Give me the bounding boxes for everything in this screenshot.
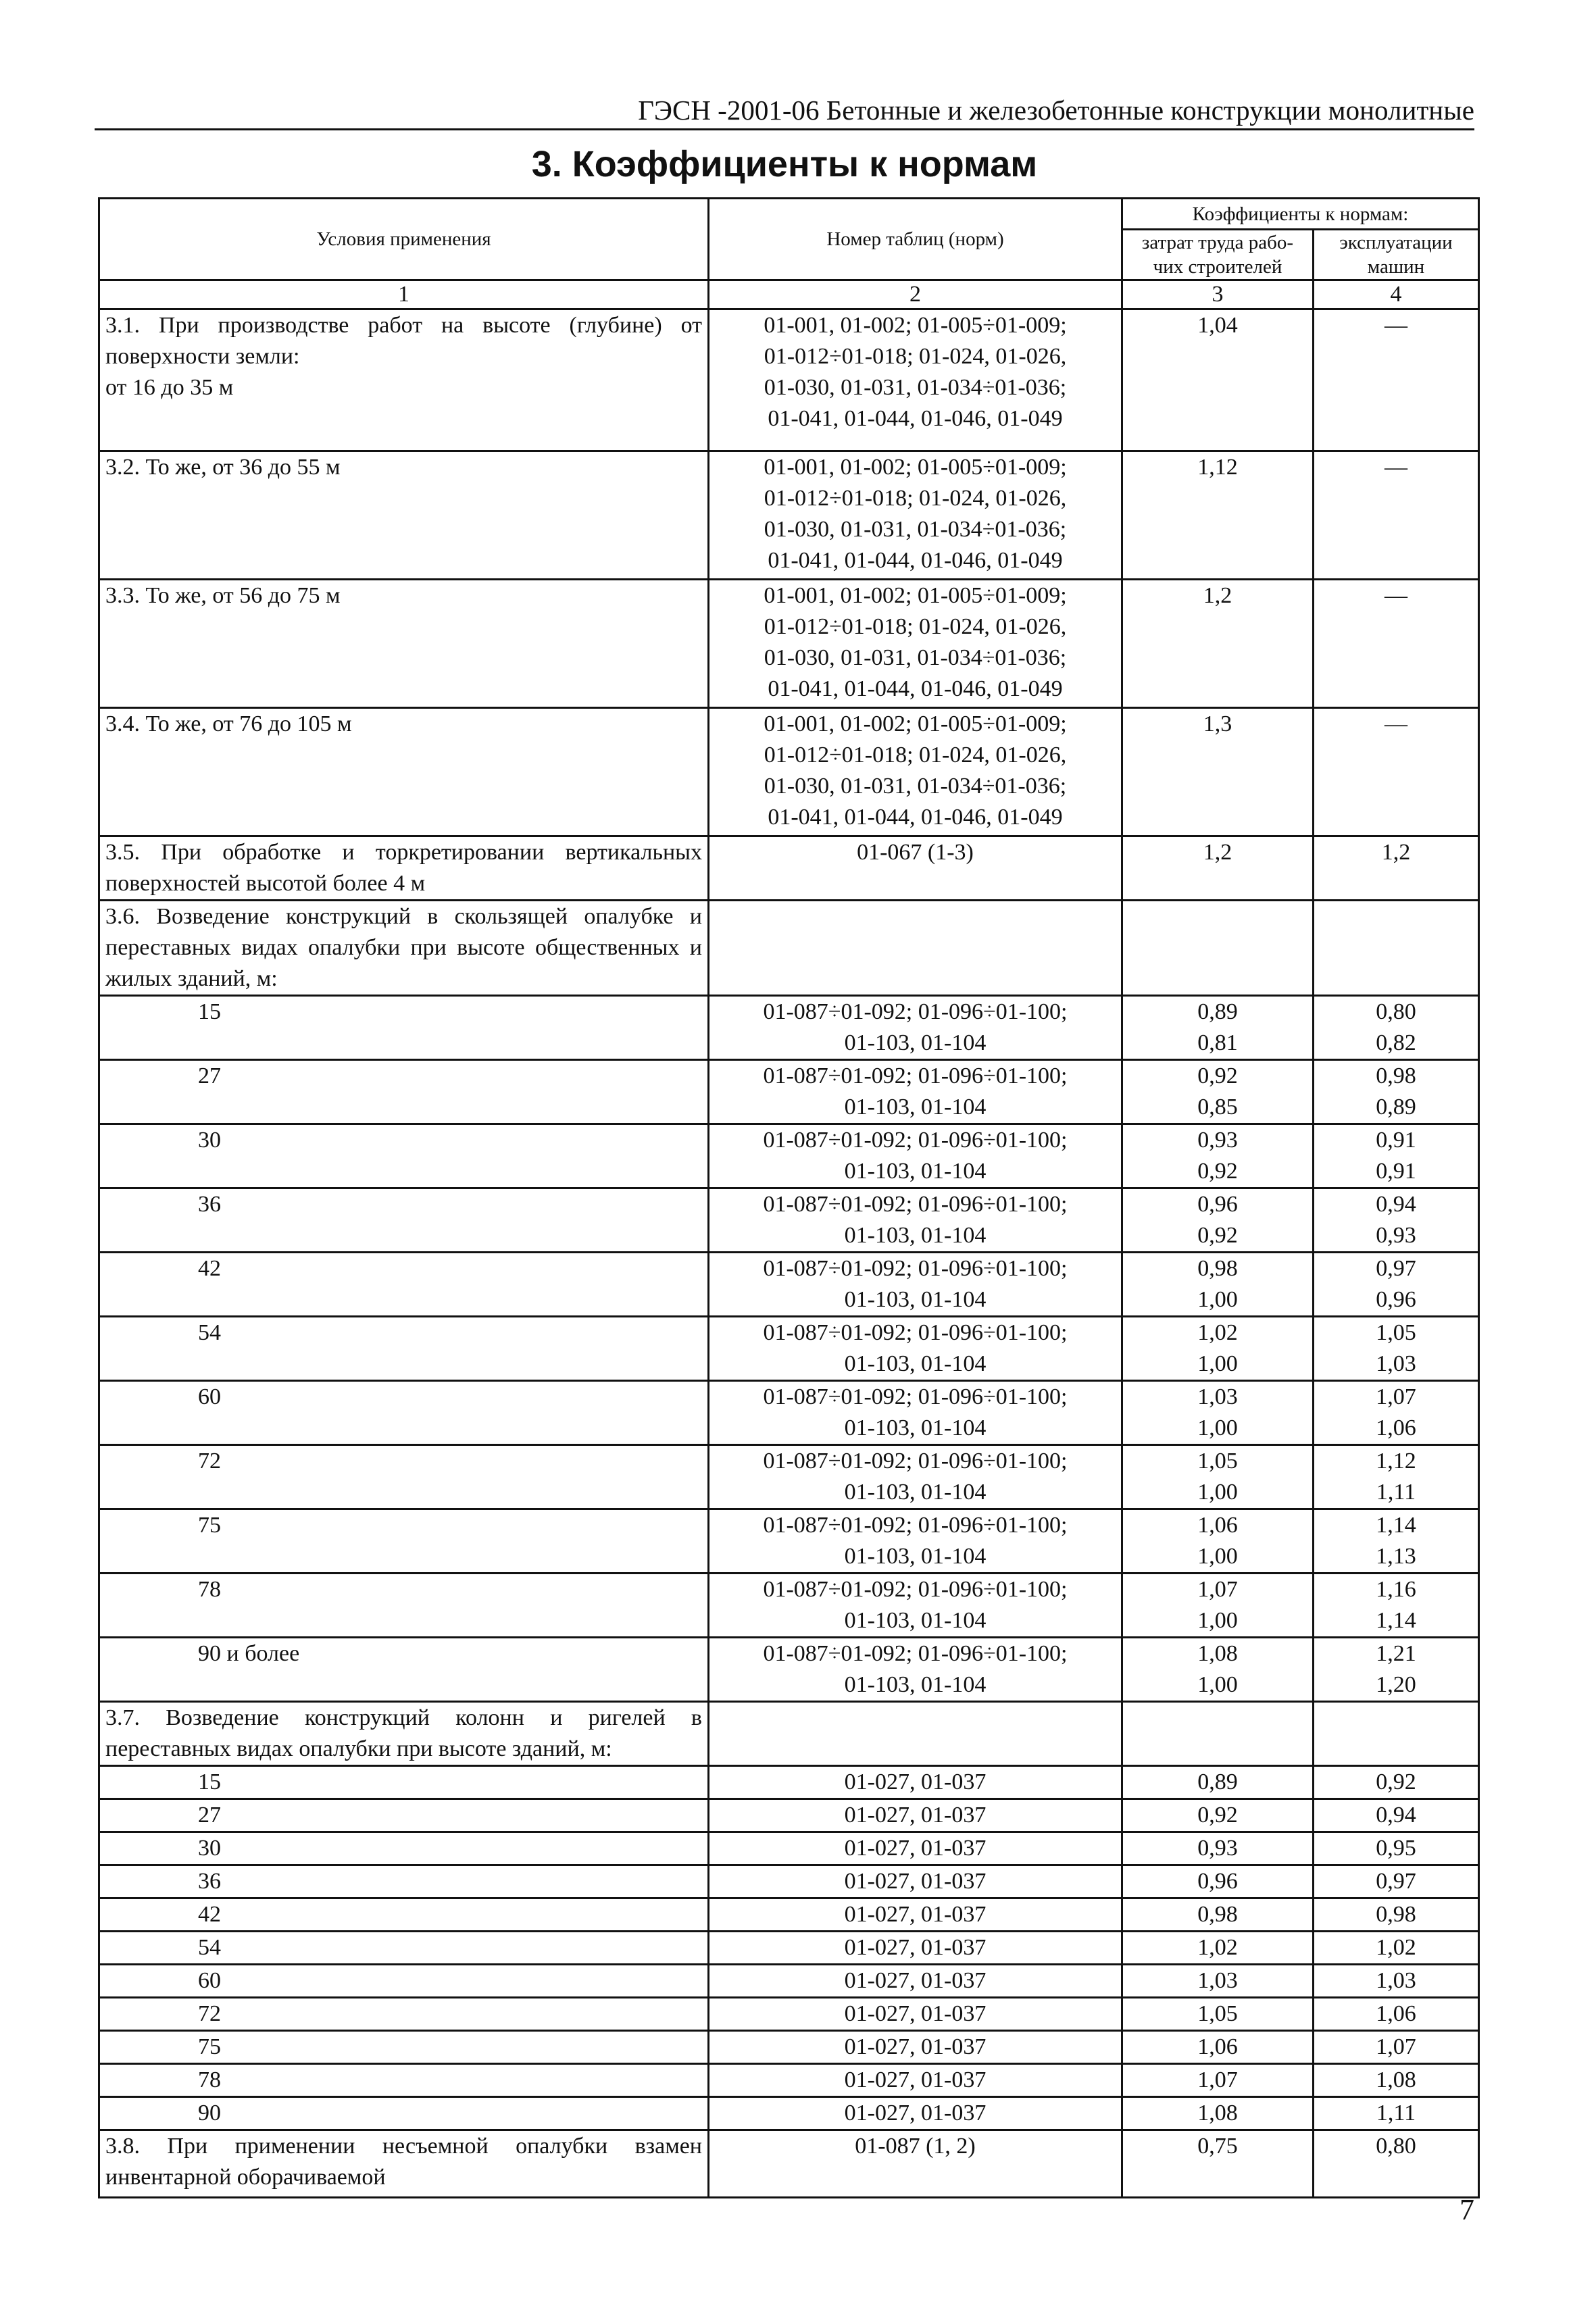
table-row: [99, 1060, 1479, 1124]
cell-c3: 1,3: [1122, 708, 1314, 836]
running-header: ГЭСН -2001-06 Бетонные и железобетонные конструкции монолитные: [638, 95, 1474, 126]
cell-c3: 0,89 0,81: [1122, 996, 1314, 1060]
column-number: 3: [1122, 280, 1314, 309]
cell-c1: 90 и более: [99, 1638, 709, 1702]
cell-c4: 1,16 1,14: [1314, 1574, 1479, 1638]
cell-c2: 01-087÷01-092; 01-096÷01-100; 01-103, 01-104: [709, 1509, 1122, 1574]
cell-c2: 01-027, 01-037: [709, 1766, 1122, 1799]
cell-c3: 1,07 1,00: [1122, 1574, 1314, 1638]
cell-c1: 90: [99, 2097, 709, 2130]
cell-c2: 01-027, 01-037: [709, 1898, 1122, 1932]
cell-c2: 01-027, 01-037: [709, 2031, 1122, 2064]
cell-c1: 36: [99, 1188, 709, 1253]
cell-c2: 01-087÷01-092; 01-096÷01-100; 01-103, 01-104: [709, 1317, 1122, 1381]
cell-c4: —: [1314, 708, 1479, 836]
cell-c1: 78: [99, 2064, 709, 2097]
cell-c4: 1,12 1,11: [1314, 1445, 1479, 1509]
cell-c4: 0,80: [1314, 2130, 1479, 2198]
cell-c1: 3.7. Возведение конструкций колонн и ригелей в переставных видах опалубки при высоте зданий, м:: [99, 1702, 709, 1766]
cell-c3: [1122, 901, 1314, 996]
cell-c1: 54: [99, 1932, 709, 1965]
cell-c3: 1,08: [1122, 2097, 1314, 2130]
table-row: [99, 1188, 1479, 1253]
cell-c1: 3.8. При применении несъемной опалубки взамен инвентарной оборачиваемой: [99, 2130, 709, 2198]
table-row: [99, 1898, 1479, 1932]
cell-c2: 01-001, 01-002; 01-005÷01-009; 01-012÷01-018; 01-024, 01-026, 01-030, 01-031, 01-034÷01-036; 01-041, 01-044, 01-046, 01-049: [709, 708, 1122, 836]
cell-c2: 01-087÷01-092; 01-096÷01-100; 01-103, 01-104: [709, 1445, 1122, 1509]
cell-c2: 01-027, 01-037: [709, 1965, 1122, 1998]
cell-c4: 1,2: [1314, 836, 1479, 901]
cell-c4: 0,94 0,93: [1314, 1188, 1479, 1253]
cell-c4: 1,03: [1314, 1965, 1479, 1998]
cell-c1: 60: [99, 1965, 709, 1998]
cell-c1: 30: [99, 1832, 709, 1865]
cell-c2: 01-087÷01-092; 01-096÷01-100; 01-103, 01-104: [709, 996, 1122, 1060]
cell-c1: 27: [99, 1799, 709, 1832]
cell-c4: 0,94: [1314, 1799, 1479, 1832]
cell-c1: 3.6. Возведение конструкций в скользящей опалубке и переставных видах опалубки при высоте общественных и жилых зданий, м:: [99, 901, 709, 996]
table-row: [99, 996, 1479, 1060]
cell-c2: 01-067 (1-3): [709, 836, 1122, 901]
cell-c3: 1,03: [1122, 1965, 1314, 1998]
table-row: [99, 1766, 1479, 1799]
cell-c2: 01-027, 01-037: [709, 2064, 1122, 2097]
cell-c2: [709, 1702, 1122, 1766]
table-row: [99, 309, 1479, 451]
cell-c3: 0,92 0,85: [1122, 1060, 1314, 1124]
cell-c4: [1314, 1702, 1479, 1766]
table-row: [99, 2097, 1479, 2130]
table-row: [99, 901, 1479, 996]
column-number: 4: [1314, 280, 1479, 309]
table-row: [99, 1932, 1479, 1965]
cell-c1: 42: [99, 1253, 709, 1317]
cell-c3: 0,98 1,00: [1122, 1253, 1314, 1317]
cell-c1: 3.5. При обработке и торкретировании вертикальных поверхностей высотой более 4 м: [99, 836, 709, 901]
cell-c4: 0,98 0,89: [1314, 1060, 1479, 1124]
cell-c4: —: [1314, 580, 1479, 708]
cell-c2: 01-001, 01-002; 01-005÷01-009; 01-012÷01-018; 01-024, 01-026, 01-030, 01-031, 01-034÷01-036; 01-041, 01-044, 01-046, 01-049: [709, 580, 1122, 708]
cell-c3: 0,98: [1122, 1898, 1314, 1932]
cell-c3: 0,89: [1122, 1766, 1314, 1799]
table-row: [99, 2130, 1479, 2198]
cell-c3: 0,96: [1122, 1865, 1314, 1898]
cell-c4: 1,14 1,13: [1314, 1509, 1479, 1574]
cell-c4: —: [1314, 451, 1479, 580]
cell-c3: 1,2: [1122, 580, 1314, 708]
coefficients-table: [98, 197, 1480, 2198]
cell-c1: 42: [99, 1898, 709, 1932]
cell-c2: 01-087÷01-092; 01-096÷01-100; 01-103, 01-104: [709, 1638, 1122, 1702]
cell-c2: 01-001, 01-002; 01-005÷01-009; 01-012÷01-018; 01-024, 01-026, 01-030, 01-031, 01-034÷01-036; 01-041, 01-044, 01-046, 01-049: [709, 309, 1122, 451]
header-coefficients: Коэффициенты к нормам:: [1122, 199, 1479, 230]
cell-c1: 78: [99, 1574, 709, 1638]
cell-c4: 1,11: [1314, 2097, 1479, 2130]
header-labor: затрат труда рабо-чих строителей: [1122, 230, 1314, 280]
cell-c2: 01-027, 01-037: [709, 1799, 1122, 1832]
table-row: [99, 2064, 1479, 2097]
cell-c1: 15: [99, 996, 709, 1060]
table-row: [99, 1381, 1479, 1445]
cell-c2: 01-087÷01-092; 01-096÷01-100; 01-103, 01-104: [709, 1188, 1122, 1253]
cell-c1: 72: [99, 1998, 709, 2031]
cell-c1: 15: [99, 1766, 709, 1799]
cell-c1: 75: [99, 2031, 709, 2064]
cell-c4: 0,91 0,91: [1314, 1124, 1479, 1188]
cell-c3: 0,93: [1122, 1832, 1314, 1865]
cell-c4: 0,98: [1314, 1898, 1479, 1932]
table-row: [99, 1865, 1479, 1898]
table-row: [99, 1253, 1479, 1317]
cell-c3: 0,93 0,92: [1122, 1124, 1314, 1188]
table-row: [99, 1799, 1479, 1832]
cell-c4: 1,21 1,20: [1314, 1638, 1479, 1702]
cell-c1: 3.1. При производстве работ на высоте (глубине) от поверхности земли: от 16 до 35 м: [99, 309, 709, 451]
table-row: [99, 1998, 1479, 2031]
cell-c4: 0,80 0,82: [1314, 996, 1479, 1060]
cell-c4: 1,02: [1314, 1932, 1479, 1965]
cell-c2: 01-027, 01-037: [709, 2097, 1122, 2130]
cell-c1: 30: [99, 1124, 709, 1188]
table-row: [99, 1638, 1479, 1702]
cell-c4: 1,06: [1314, 1998, 1479, 2031]
cell-c3: 0,75: [1122, 2130, 1314, 2198]
cell-c3: 0,92: [1122, 1799, 1314, 1832]
header-rule: [95, 128, 1474, 130]
table-row: [99, 1832, 1479, 1865]
cell-c2: 01-087÷01-092; 01-096÷01-100; 01-103, 01-104: [709, 1124, 1122, 1188]
cell-c4: 1,08: [1314, 2064, 1479, 2097]
header-machines: эксплуатации машин: [1314, 230, 1479, 280]
section-title: 3. Коэффициенты к нормам: [531, 144, 1038, 184]
column-number: 1: [99, 280, 709, 309]
cell-c3: 1,06: [1122, 2031, 1314, 2064]
table-row: [99, 580, 1479, 708]
table-row: [99, 708, 1479, 836]
cell-c3: 1,08 1,00: [1122, 1638, 1314, 1702]
cell-c1: 3.2. То же, от 36 до 55 м: [99, 451, 709, 580]
table-row: [99, 1965, 1479, 1998]
cell-c3: 1,04: [1122, 309, 1314, 451]
header-conditions: Условия применения: [99, 199, 709, 280]
header-table-numbers: Номер таблиц (норм): [709, 199, 1122, 280]
cell-c4: 1,07 1,06: [1314, 1381, 1479, 1445]
cell-c2: 01-027, 01-037: [709, 1832, 1122, 1865]
cell-c2: 01-087 (1, 2): [709, 2130, 1122, 2198]
table-row: [99, 1509, 1479, 1574]
cell-c3: 1,12: [1122, 451, 1314, 580]
table-row: [99, 836, 1479, 901]
cell-c3: 1,05: [1122, 1998, 1314, 2031]
cell-c3: 0,96 0,92: [1122, 1188, 1314, 1253]
page-number: 7: [1460, 2193, 1474, 2226]
cell-c4: —: [1314, 309, 1479, 451]
table-row: [99, 1445, 1479, 1509]
cell-c2: [709, 901, 1122, 996]
table-row: [99, 1702, 1479, 1766]
table-row: [99, 2031, 1479, 2064]
cell-c3: 1,02: [1122, 1932, 1314, 1965]
cell-c2: 01-087÷01-092; 01-096÷01-100; 01-103, 01-104: [709, 1060, 1122, 1124]
cell-c2: 01-027, 01-037: [709, 1932, 1122, 1965]
cell-c1: 60: [99, 1381, 709, 1445]
cell-c4: 1,05 1,03: [1314, 1317, 1479, 1381]
cell-c2: 01-087÷01-092; 01-096÷01-100; 01-103, 01-104: [709, 1381, 1122, 1445]
cell-c2: 01-001, 01-002; 01-005÷01-009; 01-012÷01-018; 01-024, 01-026, 01-030, 01-031, 01-034÷01-036; 01-041, 01-044, 01-046, 01-049: [709, 451, 1122, 580]
cell-c2: 01-087÷01-092; 01-096÷01-100; 01-103, 01-104: [709, 1574, 1122, 1638]
cell-c3: 1,05 1,00: [1122, 1445, 1314, 1509]
cell-c1: 3.4. То же, от 76 до 105 м: [99, 708, 709, 836]
cell-c4: 1,07: [1314, 2031, 1479, 2064]
cell-c3: 1,03 1,00: [1122, 1381, 1314, 1445]
cell-c1: 3.3. То же, от 56 до 75 м: [99, 580, 709, 708]
cell-c4: 0,95: [1314, 1832, 1479, 1865]
table-row: [99, 1574, 1479, 1638]
cell-c3: 1,02 1,00: [1122, 1317, 1314, 1381]
cell-c3: 1,2: [1122, 836, 1314, 901]
column-number: 2: [709, 280, 1122, 309]
cell-c4: 0,97: [1314, 1865, 1479, 1898]
cell-c3: [1122, 1702, 1314, 1766]
cell-c1: 36: [99, 1865, 709, 1898]
table-body: [99, 309, 1479, 2198]
cell-c2: 01-027, 01-037: [709, 1998, 1122, 2031]
cell-c1: 54: [99, 1317, 709, 1381]
cell-c3: 1,06 1,00: [1122, 1509, 1314, 1574]
cell-c4: 0,97 0,96: [1314, 1253, 1479, 1317]
table-row: [99, 451, 1479, 580]
table-row: [99, 1317, 1479, 1381]
cell-c3: 1,07: [1122, 2064, 1314, 2097]
cell-c1: 72: [99, 1445, 709, 1509]
table-row: [99, 1124, 1479, 1188]
cell-c2: 01-027, 01-037: [709, 1865, 1122, 1898]
cell-c1: 75: [99, 1509, 709, 1574]
cell-c2: 01-087÷01-092; 01-096÷01-100; 01-103, 01-104: [709, 1253, 1122, 1317]
cell-c4: 0,92: [1314, 1766, 1479, 1799]
cell-c4: [1314, 901, 1479, 996]
cell-c1: 27: [99, 1060, 709, 1124]
